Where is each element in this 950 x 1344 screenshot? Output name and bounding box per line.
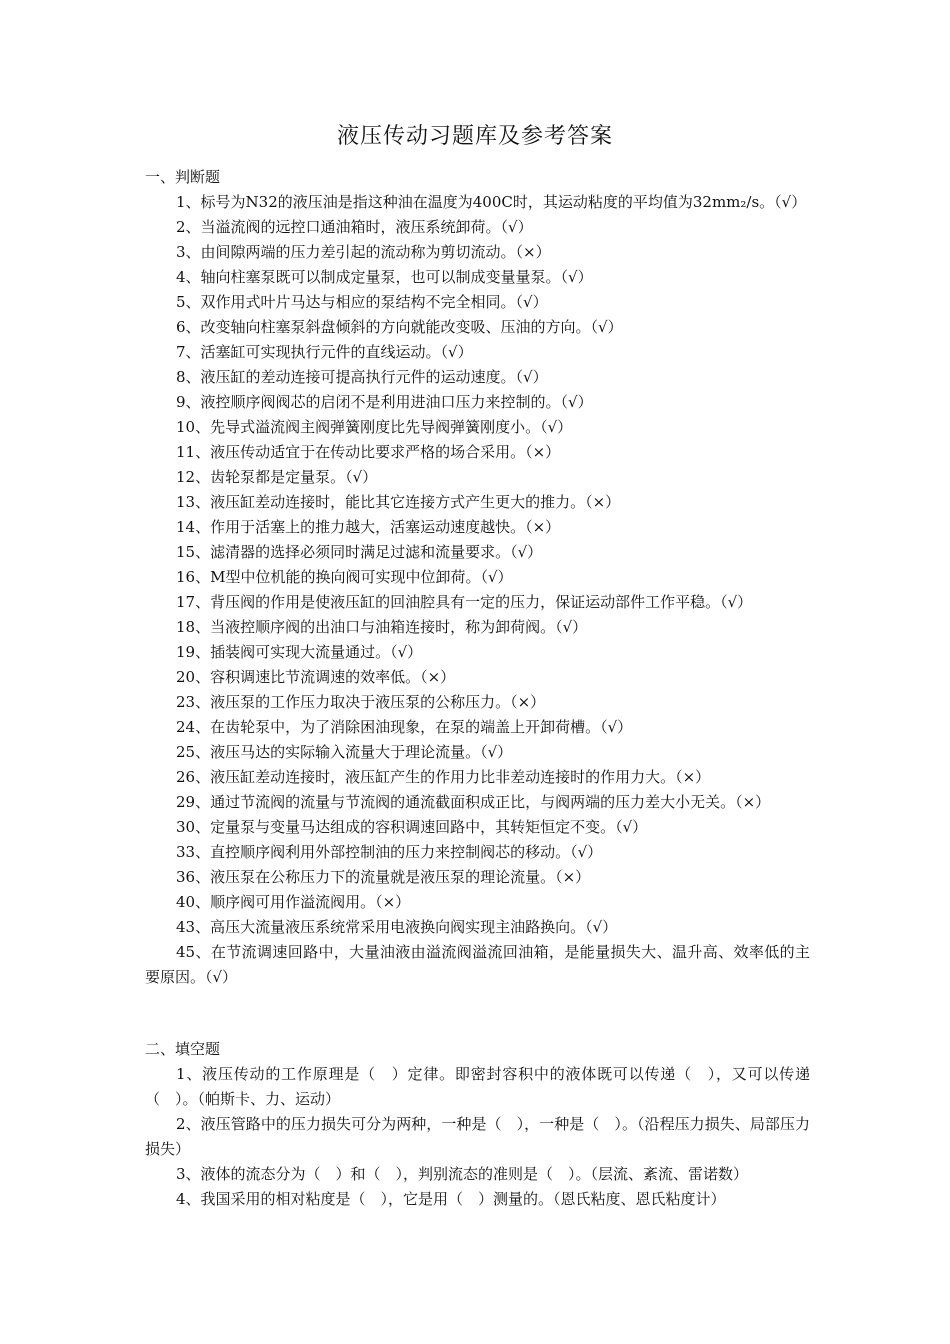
section-fill-in-blank [145, 1037, 810, 1212]
question-item: 13、液压缸差动连接时，能比其它连接方式产生更大的推力。（×） [176, 493, 621, 511]
question-item: 2、当溢流阀的远控口通油箱时，液压系统卸荷。（√） [176, 218, 533, 236]
question-item: 5、双作用式叶片马达与相应的泵结构不完全相同。（√） [176, 293, 548, 311]
section-heading: 二、填空题 [145, 1040, 221, 1058]
question-item: 14、作用于活塞上的推力越大，活塞运动速度越快。（×） [176, 518, 561, 536]
question-item: 29、通过节流阀的流量与节流阀的通流截面积成正比，与阀两端的压力差大小无关。（×） [176, 793, 771, 811]
question-item: 9、液控顺序阀阀芯的启闭不是利用进油口压力来控制的。（√） [176, 393, 593, 411]
question-item: 45、在节流调速回路中，大量油液由溢流阀溢流回油箱，是能量损失大、温升高、效率低的主要原因。（√） [145, 943, 810, 986]
question-item: 36、液压泵在公称压力下的流量就是液压泵的理论流量。（×） [176, 868, 591, 886]
question-item: 6、改变轴向柱塞泵斜盘倾斜的方向就能改变吸、压油的方向。（√） [176, 318, 623, 336]
question-item: 3、液体的流态分为（ ）和（ ），判别流态的准则是（ ）。（层流、紊流、雷诺数） [176, 1165, 749, 1183]
question-item: 24、在齿轮泵中，为了消除困油现象，在泵的端盖上开卸荷槽。（√） [176, 718, 633, 736]
question-item: 33、直控顺序阀利用外部控制油的压力来控制阀芯的移动。（√） [176, 843, 603, 861]
question-item: 16、M型中位机能的换向阀可实现中位卸荷。（√） [176, 568, 513, 586]
document-title: 液压传动习题库及参考答案 [336, 124, 613, 149]
question-item: 3、由间隙两端的压力差引起的流动称为剪切流动。（×） [176, 243, 551, 261]
question-item: 1、标号为N32的液压油是指这种油在温度为400C时，其运动粘度的平均值为32mm₂/s。（√） [176, 193, 807, 211]
question-item: 18、当液控顺序阀的出油口与油箱连接时，称为卸荷阀。（√） [176, 618, 588, 636]
question-item: 23、液压泵的工作压力取决于液压泵的公称压力。（×） [176, 693, 546, 711]
section-true-false [145, 165, 810, 990]
question-item: 8、液压缸的差动连接可提高执行元件的运动速度。（√） [176, 368, 548, 386]
question-item: 26、液压缸差动连接时，液压缸产生的作用力比非差动连接时的作用力大。（×） [176, 768, 711, 786]
question-item: 12、齿轮泵都是定量泵。（√） [176, 468, 378, 486]
question-item: 4、轴向柱塞泵既可以制成定量泵，也可以制成变量量泵。（√） [176, 268, 593, 286]
question-item: 15、滤清器的选择必须同时满足过滤和流量要求。（√） [176, 543, 543, 561]
question-item: 1、液压传动的工作原理是（ ）定律。即密封容积中的液体既可以传递（ ），又可以传递（ ）。（帕斯卡、力、运动） [145, 1065, 810, 1108]
question-item: 4、我国采用的相对粘度是（ ），它是用（ ）测量的。（恩氏粘度、恩氏粘度计） [176, 1190, 726, 1208]
question-item: 7、活塞缸可实现执行元件的直线运动。（√） [176, 343, 473, 361]
section-heading: 一、判断题 [145, 168, 221, 186]
question-item: 43、高压大流量液压系统常采用电液换向阀实现主油路换向。（√） [176, 918, 618, 936]
question-item: 30、定量泵与变量马达组成的容积调速回路中，其转矩恒定不变。（√） [176, 818, 648, 836]
question-item: 40、顺序阀可用作溢流阀用。（×） [176, 893, 411, 911]
question-item: 2、液压管路中的压力损失可分为两种，一种是（ ），一种是（ ）。（沿程压力损失、局部压力损失） [145, 1115, 810, 1158]
question-item: 19、插装阀可实现大流量通过。（√） [176, 643, 423, 661]
question-item: 20、容积调速比节流调速的效率低。（×） [176, 668, 456, 686]
question-item: 17、背压阀的作用是使液压缸的回油腔具有一定的压力，保证运动部件工作平稳。（√） [176, 593, 753, 611]
question-item: 10、先导式溢流阀主阀弹簧刚度比先导阀弹簧刚度小。（√） [176, 418, 573, 436]
question-item: 11、液压传动适宜于在传动比要求严格的场合采用。（×） [176, 443, 561, 461]
question-item: 25、液压马达的实际输入流量大于理论流量。（√） [176, 743, 513, 761]
